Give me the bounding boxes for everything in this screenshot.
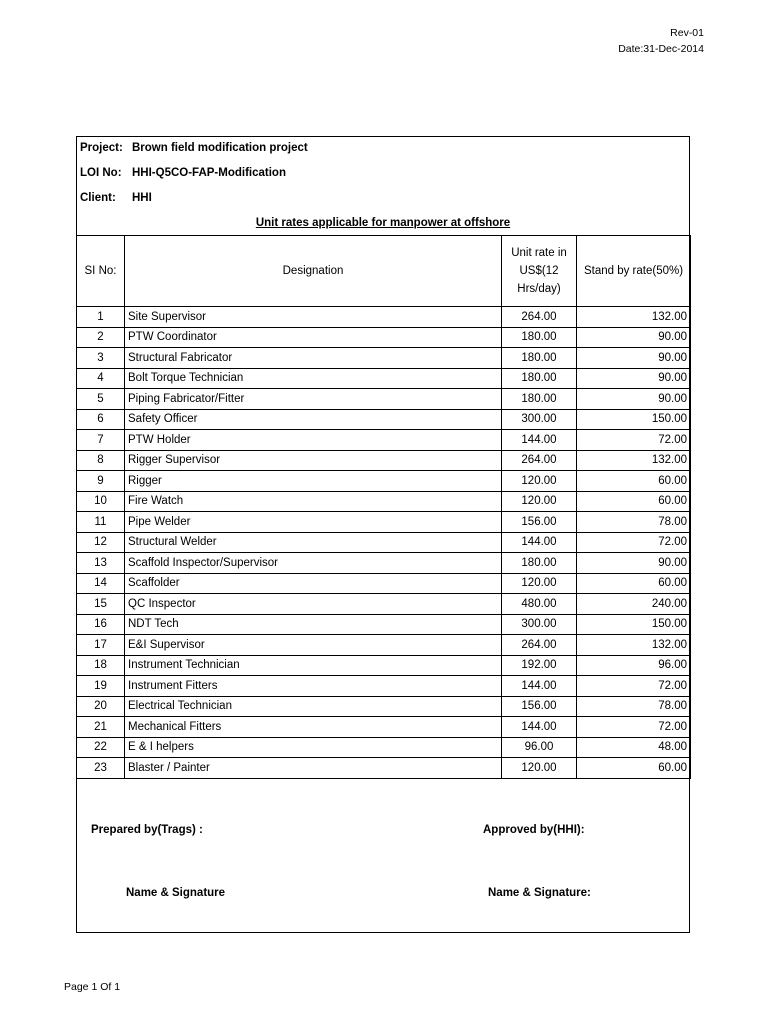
cell-sl-no: 3 xyxy=(77,348,125,369)
table-row xyxy=(77,717,691,738)
cell-designation: Rigger Supervisor xyxy=(125,450,502,471)
cell-sl-no: 17 xyxy=(77,635,125,656)
table-row xyxy=(77,614,691,635)
col-header-sl-no: SI No: xyxy=(77,236,125,307)
table-row xyxy=(77,389,691,410)
cell-unit-rate: 180.00 xyxy=(502,327,577,348)
project-row xyxy=(80,142,308,154)
cell-standby-rate: 96.00 xyxy=(577,655,691,676)
cell-designation: Instrument Technician xyxy=(125,655,502,676)
cell-standby-rate: 72.00 xyxy=(577,532,691,553)
cell-sl-no: 13 xyxy=(77,553,125,574)
table-row xyxy=(77,430,691,451)
table-row xyxy=(77,512,691,533)
cell-sl-no: 12 xyxy=(77,532,125,553)
cell-sl-no: 18 xyxy=(77,655,125,676)
col-header-unit-rate: Unit rate in US$(12 Hrs/day) xyxy=(502,236,577,307)
cell-unit-rate: 120.00 xyxy=(502,471,577,492)
cell-unit-rate: 144.00 xyxy=(502,532,577,553)
cell-standby-rate: 90.00 xyxy=(577,327,691,348)
cell-unit-rate: 156.00 xyxy=(502,512,577,533)
table-title: Unit rates applicable for manpower at offshore xyxy=(255,217,511,229)
col-header-standby-rate: Stand by rate(50%) xyxy=(577,236,691,307)
cell-sl-no: 11 xyxy=(77,512,125,533)
table-row xyxy=(77,348,691,369)
table-row xyxy=(77,450,691,471)
cell-standby-rate: 60.00 xyxy=(577,758,691,779)
cell-standby-rate: 72.00 xyxy=(577,717,691,738)
cell-standby-rate: 90.00 xyxy=(577,389,691,410)
cell-designation: Instrument Fitters xyxy=(125,676,502,697)
cell-sl-no: 1 xyxy=(77,307,125,328)
rate-sheet xyxy=(76,136,690,933)
cell-designation: Fire Watch xyxy=(125,491,502,512)
cell-standby-rate: 60.00 xyxy=(577,573,691,594)
cell-sl-no: 9 xyxy=(77,471,125,492)
table-row xyxy=(77,573,691,594)
cell-designation: Blaster / Painter xyxy=(125,758,502,779)
cell-sl-no: 10 xyxy=(77,491,125,512)
table-row xyxy=(77,307,691,328)
cell-sl-no: 21 xyxy=(77,717,125,738)
table-row xyxy=(77,737,691,758)
cell-unit-rate: 180.00 xyxy=(502,389,577,410)
name-signature-right: Name & Signature: xyxy=(488,887,591,899)
cell-standby-rate: 60.00 xyxy=(577,471,691,492)
cell-standby-rate: 132.00 xyxy=(577,635,691,656)
cell-unit-rate: 180.00 xyxy=(502,553,577,574)
cell-sl-no: 15 xyxy=(77,594,125,615)
cell-standby-rate: 60.00 xyxy=(577,491,691,512)
cell-standby-rate: 90.00 xyxy=(577,553,691,574)
cell-sl-no: 16 xyxy=(77,614,125,635)
table-row xyxy=(77,368,691,389)
name-signature-left: Name & Signature xyxy=(126,887,226,899)
cell-designation: Bolt Torque Technician xyxy=(125,368,502,389)
cell-designation: Mechanical Fitters xyxy=(125,717,502,738)
cell-standby-rate: 78.00 xyxy=(577,512,691,533)
project-value: Brown field modification project xyxy=(132,142,308,154)
cell-unit-rate: 180.00 xyxy=(502,368,577,389)
cell-standby-rate: 150.00 xyxy=(577,614,691,635)
table-row xyxy=(77,696,691,717)
table-row xyxy=(77,327,691,348)
cell-sl-no: 8 xyxy=(77,450,125,471)
cell-unit-rate: 264.00 xyxy=(502,450,577,471)
page-number: Page 1 Of 1 xyxy=(64,981,121,993)
cell-unit-rate: 144.00 xyxy=(502,676,577,697)
table-row xyxy=(77,409,691,430)
table-row xyxy=(77,655,691,676)
approved-by-label: Approved by(HHI): xyxy=(483,824,585,836)
table-row xyxy=(77,676,691,697)
cell-standby-rate: 150.00 xyxy=(577,409,691,430)
cell-unit-rate: 264.00 xyxy=(502,307,577,328)
cell-designation: Scaffolder xyxy=(125,573,502,594)
cell-standby-rate: 48.00 xyxy=(577,737,691,758)
cell-unit-rate: 180.00 xyxy=(502,348,577,369)
client-label: Client: xyxy=(80,192,116,204)
cell-designation: PTW Coordinator xyxy=(125,327,502,348)
cell-sl-no: 5 xyxy=(77,389,125,410)
cell-unit-rate: 120.00 xyxy=(502,758,577,779)
cell-unit-rate: 480.00 xyxy=(502,594,577,615)
cell-designation: Pipe Welder xyxy=(125,512,502,533)
cell-standby-rate: 72.00 xyxy=(577,676,691,697)
cell-standby-rate: 90.00 xyxy=(577,348,691,369)
cell-unit-rate: 264.00 xyxy=(502,635,577,656)
table-body xyxy=(77,307,691,779)
table-row xyxy=(77,532,691,553)
table-row xyxy=(77,758,691,779)
cell-sl-no: 7 xyxy=(77,430,125,451)
client-value: HHI xyxy=(132,192,152,204)
cell-standby-rate: 78.00 xyxy=(577,696,691,717)
cell-sl-no: 4 xyxy=(77,368,125,389)
cell-sl-no: 6 xyxy=(77,409,125,430)
cell-sl-no: 23 xyxy=(77,758,125,779)
cell-sl-no: 2 xyxy=(77,327,125,348)
project-label: Project: xyxy=(80,142,123,154)
revision-label: Rev-01 xyxy=(670,27,704,39)
cell-unit-rate: 156.00 xyxy=(502,696,577,717)
cell-standby-rate: 72.00 xyxy=(577,430,691,451)
cell-unit-rate: 144.00 xyxy=(502,717,577,738)
cell-sl-no: 22 xyxy=(77,737,125,758)
date-label: Date:31-Dec-2014 xyxy=(618,43,704,55)
prepared-by-label: Prepared by(Trags) : xyxy=(91,824,203,836)
cell-unit-rate: 192.00 xyxy=(502,655,577,676)
cell-designation: PTW Holder xyxy=(125,430,502,451)
cell-standby-rate: 132.00 xyxy=(577,450,691,471)
cell-designation: NDT Tech xyxy=(125,614,502,635)
cell-designation: Structural Fabricator xyxy=(125,348,502,369)
table-header-row xyxy=(77,236,691,307)
cell-designation: Site Supervisor xyxy=(125,307,502,328)
cell-designation: Safety Officer xyxy=(125,409,502,430)
cell-standby-rate: 240.00 xyxy=(577,594,691,615)
cell-designation: Electrical Technician xyxy=(125,696,502,717)
cell-sl-no: 19 xyxy=(77,676,125,697)
cell-standby-rate: 132.00 xyxy=(577,307,691,328)
rates-table xyxy=(76,235,691,779)
cell-sl-no: 14 xyxy=(77,573,125,594)
cell-standby-rate: 90.00 xyxy=(577,368,691,389)
table-row xyxy=(77,491,691,512)
cell-unit-rate: 300.00 xyxy=(502,409,577,430)
cell-designation: Piping Fabricator/Fitter xyxy=(125,389,502,410)
table-row xyxy=(77,594,691,615)
table-row xyxy=(77,471,691,492)
table-row xyxy=(77,635,691,656)
cell-designation: Scaffold Inspector/Supervisor xyxy=(125,553,502,574)
cell-unit-rate: 120.00 xyxy=(502,573,577,594)
col-header-designation: Designation xyxy=(125,236,502,307)
cell-designation: Structural Welder xyxy=(125,532,502,553)
cell-sl-no: 20 xyxy=(77,696,125,717)
loi-value: HHI-Q5CO-FAP-Modification xyxy=(132,167,286,179)
cell-designation: QC Inspector xyxy=(125,594,502,615)
cell-unit-rate: 96.00 xyxy=(502,737,577,758)
cell-designation: E & I helpers xyxy=(125,737,502,758)
cell-unit-rate: 300.00 xyxy=(502,614,577,635)
client-row xyxy=(80,192,152,204)
cell-unit-rate: 120.00 xyxy=(502,491,577,512)
cell-unit-rate: 144.00 xyxy=(502,430,577,451)
cell-designation: Rigger xyxy=(125,471,502,492)
cell-designation: E&I Supervisor xyxy=(125,635,502,656)
loi-row xyxy=(80,167,286,179)
loi-label: LOI No: xyxy=(80,167,122,179)
table-row xyxy=(77,553,691,574)
